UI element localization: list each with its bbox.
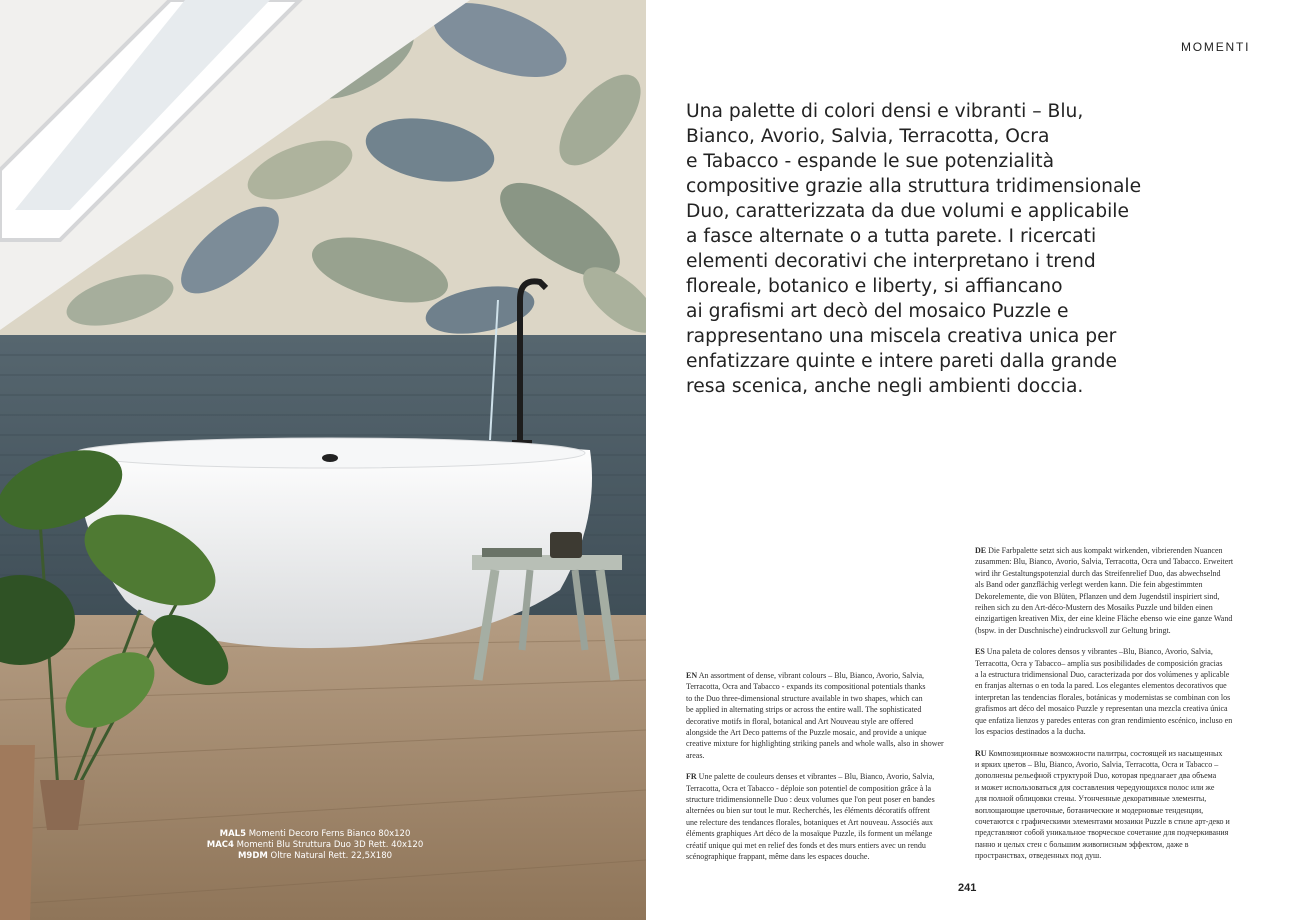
translation-line: als Band oder ganzflächig verlegt werden kann. Die fein abgestimmten [975,580,1203,590]
translation-column-left [686,670,961,873]
translation-line [975,646,1255,657]
translation-line [975,748,1255,759]
translation-line: grafismos art déco del mosaico Puzzle y representan una mezcla creativa única [975,704,1228,714]
translation-line: creative mixture for highlighting striking panels and whole walls, also in shower [686,739,944,749]
lead-line: floreale, botanico e liberty, si affiancano [686,276,1063,297]
translation-line: be applied in alternating strips or across the entire wall. The sophisticated [686,705,922,715]
translation-text: Die Farbpalette setzt sich aus kompakt wirkenden, vibrierenden Nuancen [988,546,1223,555]
translation-line [686,670,961,681]
lead-line: rappresentano una miscela creativa unica per [686,326,1117,347]
translation-es [975,646,1255,737]
translation-line: los espacios destinados a la ducha. [975,727,1086,737]
translation-line: Terracotta, Ocra and Tabacco - expands its compositional potentials thanks [686,682,926,692]
translation-line: для полной облицовки стены. Утонченные декоративные элементы, [975,794,1207,804]
caption-text: Momenti Blu Struttura Duo 3D Rett. 40x120 [233,840,424,850]
caption-code: M9DM [237,851,268,861]
language-code: EN [686,671,698,680]
translation-line: structure tridimensionnelle Duo : deux volumes que l'on peut poser en bandes [686,795,935,805]
section-label: MOMENTI [1181,40,1251,54]
translation-line: une relecture des tendances florales, botaniques et Art nouveau. Associés aux [686,817,934,827]
translation-line: пространствах, отведенных под душ. [975,851,1102,861]
translation-line: воплощающие цветочные, ботанические и модерновые тенденции, [975,805,1204,815]
lead-line: a fasce alternate o a tutta parete. I ricercati [686,226,1097,247]
translation-line: Terracotta, Ocra et Tabacco - déploie son potentiel de composition grâce à la [686,783,932,793]
translation-column-right [975,545,1255,872]
caption-line [150,851,480,862]
translation-line: alternées ou bien sur tout le mur. Recherchés, les éléments décoratifs offrent [686,806,930,816]
caption-text: Momenti Decoro Ferns Bianco 80x120 [246,829,411,839]
translation-line: areas. [686,750,705,760]
translation-line: éléments graphiques Art déco de la mosaïque Puzzle, ils forment un mélange [686,829,933,839]
lead-line: e Tabacco - espande le sue potenzialità [686,151,1055,172]
caption-code: MAC4 [206,840,234,850]
translation-text: Композиционные возможности палитры, состоящей из насыщенных [988,748,1223,758]
translation-line: que enfatiza lienzos y paredes enteras con gran rendimiento escénico, incluso en [975,715,1233,725]
language-code: FR [686,772,697,782]
translation-line: wird ihr Gestaltungspotenzial durch das Streifenrelief Duo, das abwechselnd [975,568,1221,578]
lead-line: ai grafismi art decò del mosaico Puzzle e [686,301,1069,322]
translation-line: a la estructura tridimensional Duo, caracterizada por dos volúmenes y aplicable [975,670,1230,680]
translation-line: и может использоваться для составления чередующихся полос или же [975,782,1215,792]
translation-line [686,771,961,782]
product-caption [150,829,480,862]
translation-line: панно и целых стен с большим живописным эффектом, даже в [975,839,1189,849]
translation-line: reihen sich zu den Art-déco-Mustern des Mosaiks Puzzle und bilden einen [975,603,1213,613]
translation-line: decorative motifs in floral, botanical and Art Nouveau style are offered [686,716,914,726]
translation-line: дополнены рельефной структурой Duo, которая предлагает два объема [975,771,1217,781]
lead-paragraph [686,99,1186,399]
translation-line [975,545,1255,556]
caption-code: MAL5 [219,829,247,839]
translation-line: scénographique frappant, même dans les espaces douche. [686,852,870,862]
lead-line: compositive grazie alla struttura tridimensionale [686,176,1142,197]
lead-line: elementi decorativi che interpretano i trend [686,251,1096,272]
translation-text: Una paleta de colores densos y vibrantes –Blu, Bianco, Avorio, Salvia, [986,647,1213,657]
language-code: DE [975,546,987,555]
translation-line: представляют собой уникальное творческое сочетание для подчеркивания [975,828,1229,838]
translation-line: (bspw. in der Duschnische) eindrucksvoll zur Geltung bringt. [975,625,1171,635]
lead-line: Bianco, Avorio, Salvia, Terracotta, Ocra [686,126,1050,147]
translation-line: en franjas alternas o en toda la pared. Los elegantes elementos decorativos que [975,681,1227,691]
lead-line: Una palette di colori densi e vibranti – Blu, [686,101,1084,122]
language-code: RU [975,748,987,758]
lead-line: enfatizzare quinte e intere pareti dalla grande [686,351,1118,372]
language-code: ES [975,647,985,657]
lead-line: Duo, caratterizzata da due volumi e applicabile [686,201,1129,222]
caption-text: Oltre Natural Rett. 22,5X180 [267,851,393,861]
translation-fr [686,771,961,862]
translation-line: interpretan las tendencias florales, botánicas y modernistas se combinan con los [975,692,1231,702]
translation-line: и ярких цветов – Blu, Bianco, Avorio, Salvia, Terracotta, Ocra и Tabacco – [975,759,1219,769]
translation-text: An assortment of dense, vibrant colours – Blu, Bianco, Avorio, Salvia, [698,671,925,680]
translation-line: zusammen: Blu, Bianco, Avorio, Salvia, Terracotta, Ocra und Tabacco. Erweitert [975,557,1234,567]
translation-line: Dekorelemente, die von Blüten, Pflanzen und dem Jugendstil inspiriert sind, [975,591,1220,601]
caption-line [150,840,480,851]
translation-ru [975,748,1255,862]
translation-en [686,670,961,761]
translation-line: to the Duo three-dimensional structure available in two shapes, which can [686,693,923,703]
translation-line: сочетаются с графическими элементами мозаики Puzzle в стиле арт-деко и [975,816,1230,826]
translation-line: einzigartigen kreativen Mix, der eine kleine Fläche ebenso wie eine ganze Wand [975,614,1233,624]
caption-line [150,829,480,840]
page-number: 241 [958,882,977,894]
translation-line: créatif unique qui met en relief des fonds et des murs entiers avec un rendu [686,840,926,850]
translation-de [975,545,1255,636]
translation-text: Une palette de couleurs denses et vibrantes – Blu, Bianco, Avorio, Salvia, [698,772,935,782]
translation-line: alongside the Art Deco patterns of the Puzzle mosaic, and provide a unique [686,728,927,738]
lead-line: resa scenica, anche negli ambienti doccia. [686,376,1084,397]
translation-line: Terracotta, Ocra y Tabacco– amplía sus posibilidades de composición gracias [975,658,1223,668]
